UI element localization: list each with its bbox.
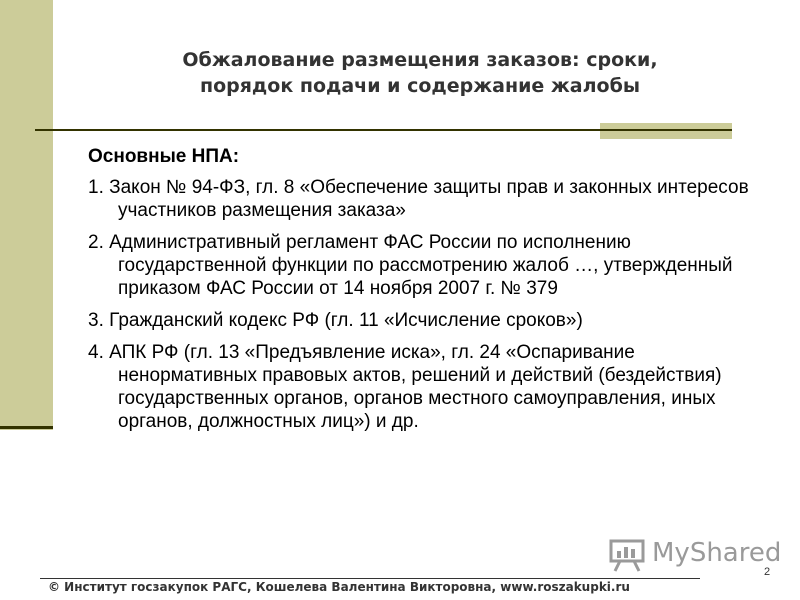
list-item: 3. Гражданский кодекс РФ (гл. 11 «Исчисление сроков»)	[88, 310, 583, 331]
presentation-board-icon	[608, 538, 646, 572]
list-item: 4. АПК РФ (гл. 13 «Предъявление иска», гл. 24 «Оспаривание ненормативных правовых актов, решений и действий (бездействия) государственных органов, органов местного самоуправления, иных органов, должностных лиц») и др.	[88, 342, 722, 432]
list-item: 2. Административный регламент ФАС России по исполнению государственной функции по рассмотрению жалоб …, утвержденный приказом ФАС России от 14 ноября 2007 г. № 379	[88, 232, 733, 299]
left-accent-line	[0, 426, 53, 429]
title-divider-accent	[600, 123, 732, 139]
slide-title-line2: порядок подачи и содержание жалобы	[199, 75, 641, 97]
footer-text: © Институт госзакупок РАГС, Кошелева Валентина Викторовна, www.roszakupki.ru	[48, 580, 630, 594]
footer-divider	[40, 578, 700, 579]
watermark-logo	[608, 538, 782, 572]
body-heading: Основные НПА:	[88, 146, 240, 167]
slide-body	[88, 145, 768, 442]
left-accent-bar	[0, 0, 53, 430]
list-item: 1. Закон № 94-ФЗ, гл. 8 «Обеспечение защиты прав и законных интересов участников размещения заказа»	[88, 177, 749, 221]
page-number: 2	[764, 566, 771, 578]
slide-title	[110, 47, 730, 99]
slide-title-line1: Обжалование размещения заказов: сроки,	[182, 49, 658, 71]
logo-text: MyShared	[652, 538, 782, 568]
